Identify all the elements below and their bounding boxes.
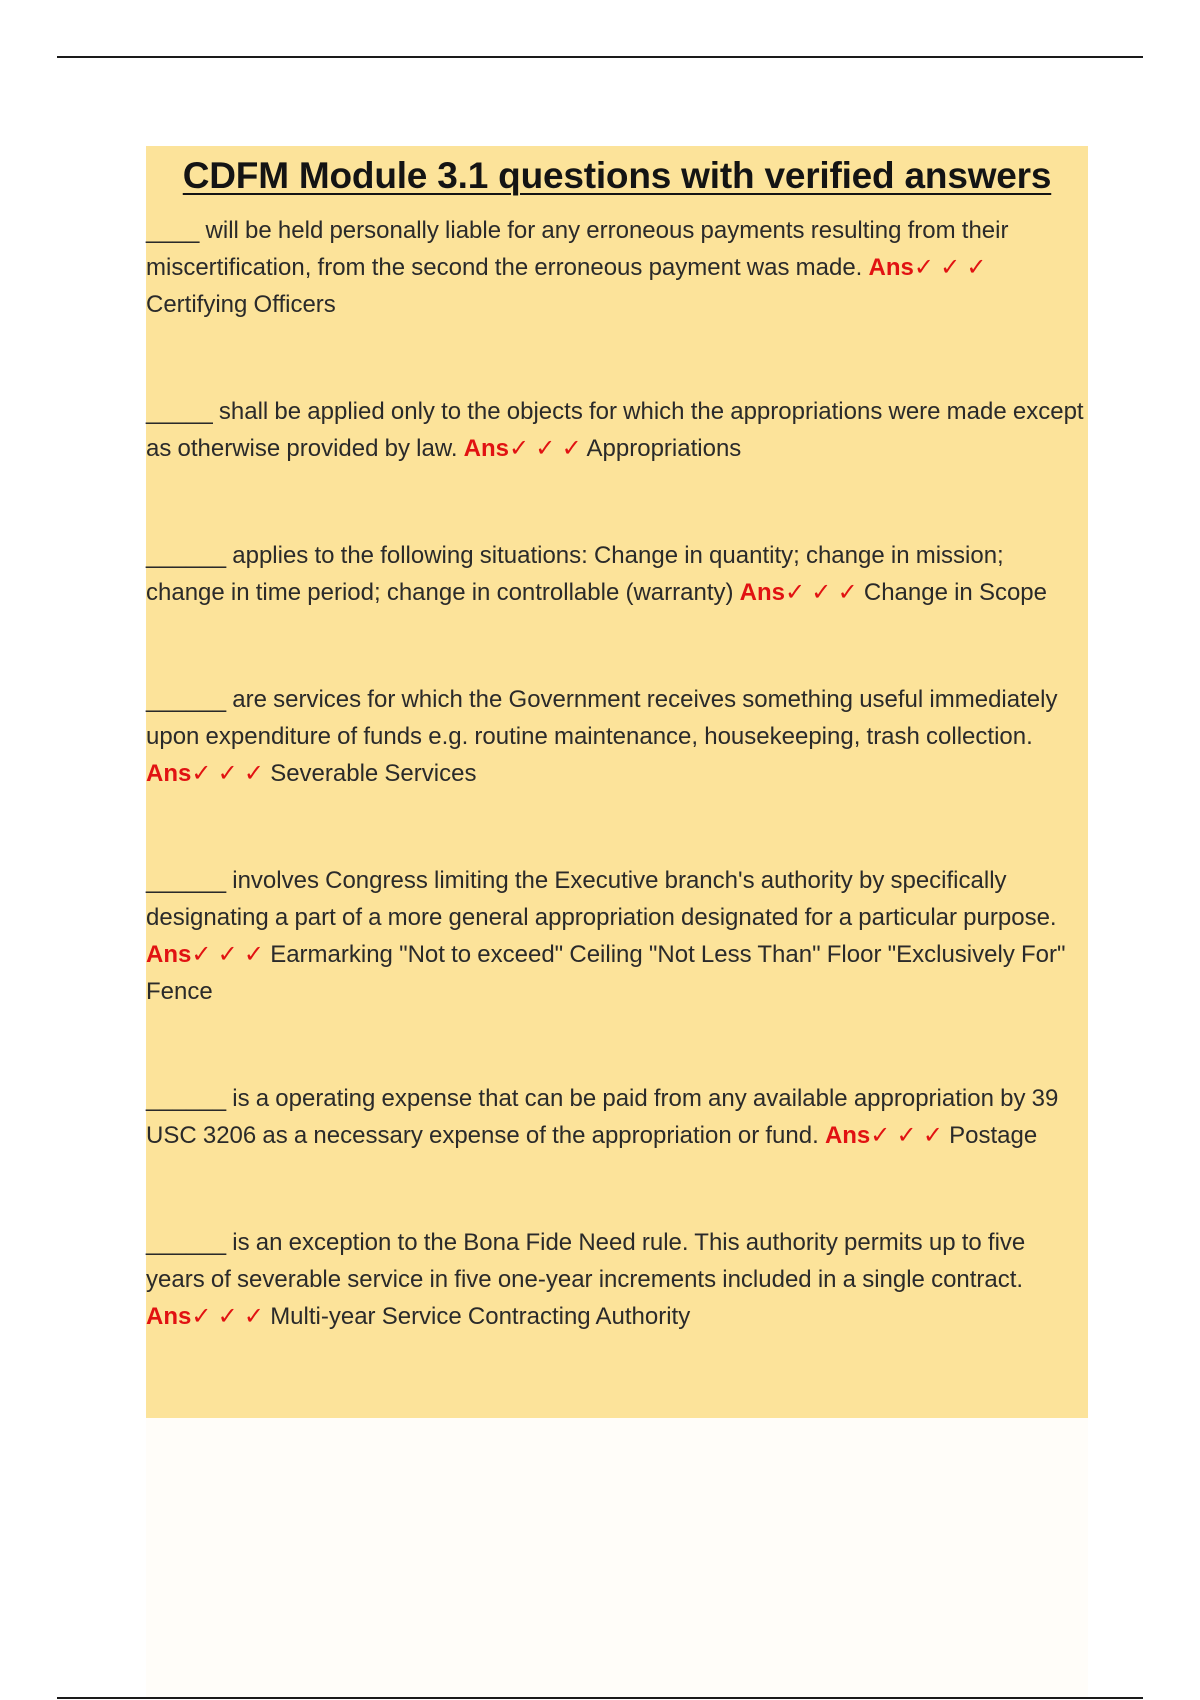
checkmark-icon: ✓ ✓ ✓ — [191, 941, 265, 969]
qa-item — [146, 681, 1088, 792]
question-text: _____ shall be applied only to the objects for which the appropriations were made except as otherwise provided by law. — [146, 398, 1084, 463]
answer-text: Severable Services — [270, 760, 477, 788]
checkmark-icon: ✓ ✓ ✓ — [785, 579, 858, 607]
page-title: CDFM Module 3.1 questions with verified answers — [182, 155, 1052, 196]
checkmark-icon: ✓ ✓ ✓ — [509, 435, 582, 463]
answer-text: Multi-year Service Contracting Authority — [270, 1303, 691, 1331]
answer-text: Postage — [949, 1122, 1038, 1150]
question-text: ____ will be held personally liable for any erroneous payments resulting from their miscertification, from the second the erroneous payment was made. — [146, 217, 1009, 282]
checkmark-icon: ✓ ✓ ✓ — [191, 1303, 265, 1331]
answer-text: Appropriations — [586, 435, 742, 463]
answer-text: Earmarking "Not to exceed" Ceiling "Not Less Than" Floor "Exclusively For" Fence — [146, 941, 1066, 1006]
answer-marker: Ans — [146, 760, 192, 788]
answer-marker: Ans — [868, 254, 914, 282]
question-text: ______ involves Congress limiting the Executive branch's authority by specifically designating a part of a more general appropriation designated for a particular purpose. — [146, 867, 1057, 932]
empty-content-area — [146, 1418, 1088, 1697]
checkmark-icon: ✓ ✓ ✓ — [913, 254, 987, 282]
qa-item — [146, 1080, 1088, 1154]
qa-item — [146, 1224, 1088, 1335]
question-text: ______ is an exception to the Bona Fide Need rule. This authority permits up to five years of severable service in five one-year increments included in a single contract. — [146, 1229, 1026, 1294]
answer-marker: Ans — [146, 1303, 192, 1331]
top-rule — [57, 56, 1143, 58]
qa-item — [146, 393, 1088, 467]
question-text: ______ are services for which the Government receives something useful immediately upon expenditure of funds e.g. routine maintenance, housekeeping, trash collection. — [146, 686, 1058, 751]
qa-item — [146, 862, 1088, 1010]
answer-text: Change in Scope — [863, 579, 1047, 607]
checkmark-icon: ✓ ✓ ✓ — [870, 1122, 943, 1150]
answer-marker: Ans — [463, 435, 510, 463]
qa-item — [146, 537, 1088, 611]
answer-marker: Ans — [146, 941, 192, 969]
checkmark-icon: ✓ ✓ ✓ — [191, 760, 265, 788]
answer-text: Certifying Officers — [146, 291, 336, 319]
question-text: ______ is a operating expense that can be paid from any available appropriation by 39 USC 3206 as a necessary expense of the appropriation or fund. — [146, 1085, 1059, 1150]
question-text: ______ applies to the following situations: Change in quantity; change in mission; change in time period; change in controllable (warranty) — [146, 542, 1004, 607]
bottom-rule — [57, 1697, 1143, 1699]
highlighted-content — [146, 146, 1088, 1418]
qa-item — [146, 212, 1088, 323]
answer-marker: Ans — [739, 579, 786, 607]
answer-marker: Ans — [824, 1122, 871, 1150]
